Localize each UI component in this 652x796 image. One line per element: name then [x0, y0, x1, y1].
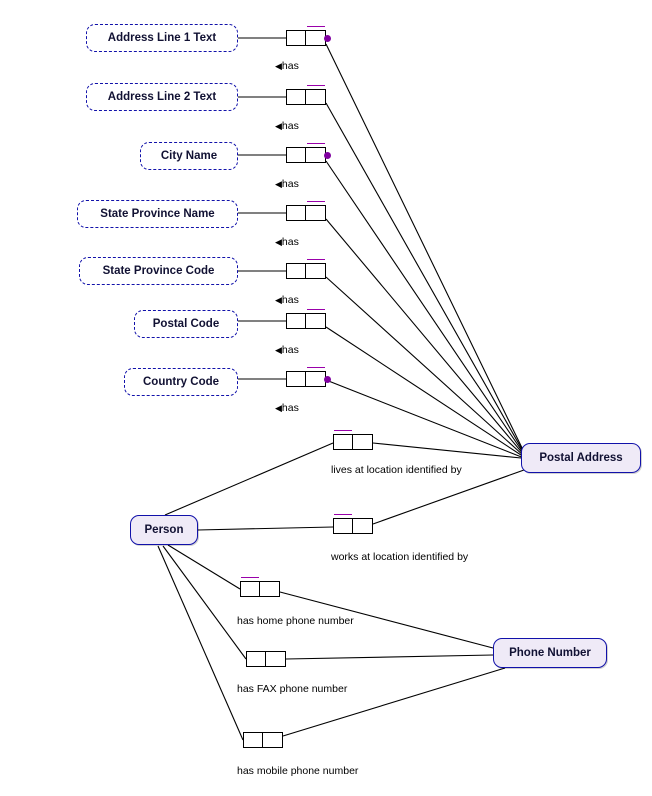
connector-line	[373, 443, 521, 458]
reading-text: has home phone number	[237, 615, 354, 627]
connector-line	[198, 527, 333, 530]
role-box[interactable]	[353, 435, 372, 449]
reading-direction-arrow-icon: ◀	[275, 403, 282, 413]
value-type-label: State Province Code	[102, 265, 215, 277]
role-box[interactable]	[306, 264, 325, 278]
value-type-label: Postal Code	[152, 318, 220, 330]
connector-line	[326, 44, 524, 452]
reading-text: has	[281, 344, 299, 356]
uniqueness-constraint-bar	[307, 367, 325, 368]
predicate-reading-has-city-name	[275, 178, 299, 190]
value-type-address-line-2-text[interactable]	[86, 83, 238, 111]
entity-type-label: Person	[144, 524, 184, 536]
connector-line	[326, 219, 524, 455]
mandatory-role-dot	[324, 376, 331, 383]
role-box[interactable]	[241, 582, 260, 596]
role-box[interactable]	[287, 148, 306, 162]
role-box[interactable]	[266, 652, 285, 666]
entity-type-label: Phone Number	[509, 647, 591, 659]
reading-text: works at location identified by	[331, 551, 469, 563]
reading-direction-arrow-icon: ◀	[275, 61, 282, 71]
value-type-label: Address Line 2 Text	[107, 91, 217, 103]
mandatory-role-dot	[324, 152, 331, 159]
role-box[interactable]	[287, 314, 306, 328]
uniqueness-constraint-bar	[307, 85, 325, 86]
reading-direction-arrow-icon: ◀	[275, 121, 282, 131]
role-box[interactable]	[287, 264, 306, 278]
mandatory-role-dot	[324, 35, 331, 42]
connector-line	[326, 277, 524, 456]
uniqueness-constraint-bar	[307, 309, 325, 310]
role-box[interactable]	[260, 582, 279, 596]
value-type-country-code[interactable]	[124, 368, 238, 396]
value-type-city-name[interactable]	[140, 142, 238, 170]
value-type-address-line-1-text[interactable]	[86, 24, 238, 52]
role-box[interactable]	[334, 435, 353, 449]
uniqueness-constraint-bar	[307, 259, 325, 260]
connector-line	[163, 546, 246, 659]
uniqueness-constraint-bar	[307, 143, 325, 144]
predicate-reading-has-postal-code	[275, 344, 299, 356]
uniqueness-constraint-bar	[334, 430, 352, 431]
reading-direction-arrow-icon: ◀	[275, 295, 282, 305]
reading-text: has	[281, 294, 299, 306]
role-box[interactable]	[287, 206, 306, 220]
value-type-label: State Province Name	[100, 208, 215, 220]
entity-type-person[interactable]	[130, 515, 198, 545]
reading-text: has mobile phone number	[237, 765, 359, 777]
role-box[interactable]	[306, 90, 325, 104]
connector-line	[373, 470, 524, 524]
value-type-label: Address Line 1 Text	[107, 32, 217, 44]
reading-text: has	[281, 178, 299, 190]
reading-text: has	[281, 402, 299, 414]
fact-type-works-at-location-identified-by[interactable]	[333, 518, 373, 534]
fact-type-has-address-line-1[interactable]	[286, 30, 326, 46]
reading-direction-arrow-icon: ◀	[275, 345, 282, 355]
predicate-reading-has-address-line-1	[275, 60, 299, 72]
entity-type-phone-number[interactable]	[493, 638, 607, 668]
predicate-reading-has-state-province-name	[275, 236, 299, 248]
role-box[interactable]	[263, 733, 282, 747]
reading-direction-arrow-icon: ◀	[275, 179, 282, 189]
role-box[interactable]	[287, 372, 306, 386]
connector-line	[168, 545, 240, 589]
role-box[interactable]	[306, 314, 325, 328]
fact-type-has-country-code[interactable]	[286, 371, 326, 387]
predicate-reading-lives-at-location-identified-by	[331, 464, 462, 476]
fact-type-has-city-name[interactable]	[286, 147, 326, 163]
fact-type-has-home-phone-number[interactable]	[240, 581, 280, 597]
role-box[interactable]	[334, 519, 353, 533]
predicate-reading-has-state-province-code	[275, 294, 299, 306]
role-box[interactable]	[353, 519, 372, 533]
role-box[interactable]	[306, 206, 325, 220]
uniqueness-constraint-bar	[241, 577, 259, 578]
value-type-state-province-name[interactable]	[77, 200, 238, 228]
connector-line	[326, 103, 524, 453]
value-type-label: City Name	[160, 150, 218, 162]
fact-type-has-postal-code[interactable]	[286, 313, 326, 329]
fact-type-has-mobile-phone-number[interactable]	[243, 732, 283, 748]
fact-type-has-fax-phone-number[interactable]	[246, 651, 286, 667]
uniqueness-constraint-bar	[307, 26, 325, 27]
predicate-reading-has-mobile-phone-number	[237, 765, 358, 777]
predicate-reading-works-at-location-identified-by	[331, 551, 468, 563]
connector-line	[165, 443, 333, 515]
reading-text: has FAX phone number	[237, 683, 348, 695]
value-type-label: Country Code	[142, 376, 220, 388]
fact-type-has-state-province-name[interactable]	[286, 205, 326, 221]
entity-type-label: Postal Address	[539, 452, 623, 464]
value-type-state-province-code[interactable]	[79, 257, 238, 285]
role-box[interactable]	[247, 652, 266, 666]
connector-line	[158, 546, 243, 740]
uniqueness-constraint-bar	[307, 201, 325, 202]
role-box[interactable]	[244, 733, 263, 747]
role-box[interactable]	[287, 31, 306, 45]
connector-line	[286, 655, 493, 659]
fact-type-has-address-line-2[interactable]	[286, 89, 326, 105]
predicate-reading-has-home-phone-number	[237, 615, 354, 627]
role-box[interactable]	[306, 148, 325, 162]
reading-direction-arrow-icon: ◀	[275, 237, 282, 247]
role-box[interactable]	[306, 31, 325, 45]
connector-line	[326, 161, 524, 454]
reading-text: has	[281, 236, 299, 248]
role-box[interactable]	[306, 372, 325, 386]
reading-text: lives at location identified by	[331, 464, 462, 476]
connector-line	[283, 668, 505, 736]
predicate-reading-has-address-line-2	[275, 120, 299, 132]
entity-type-postal-address[interactable]	[521, 443, 641, 473]
reading-text: has	[281, 120, 299, 132]
predicate-reading-has-country-code	[275, 402, 299, 414]
reading-text: has	[281, 60, 299, 72]
fact-type-lives-at-location-identified-by[interactable]	[333, 434, 373, 450]
uniqueness-constraint-bar	[334, 514, 352, 515]
role-box[interactable]	[287, 90, 306, 104]
value-type-postal-code[interactable]	[134, 310, 238, 338]
fact-type-has-state-province-code[interactable]	[286, 263, 326, 279]
predicate-reading-has-fax-phone-number	[237, 683, 347, 695]
